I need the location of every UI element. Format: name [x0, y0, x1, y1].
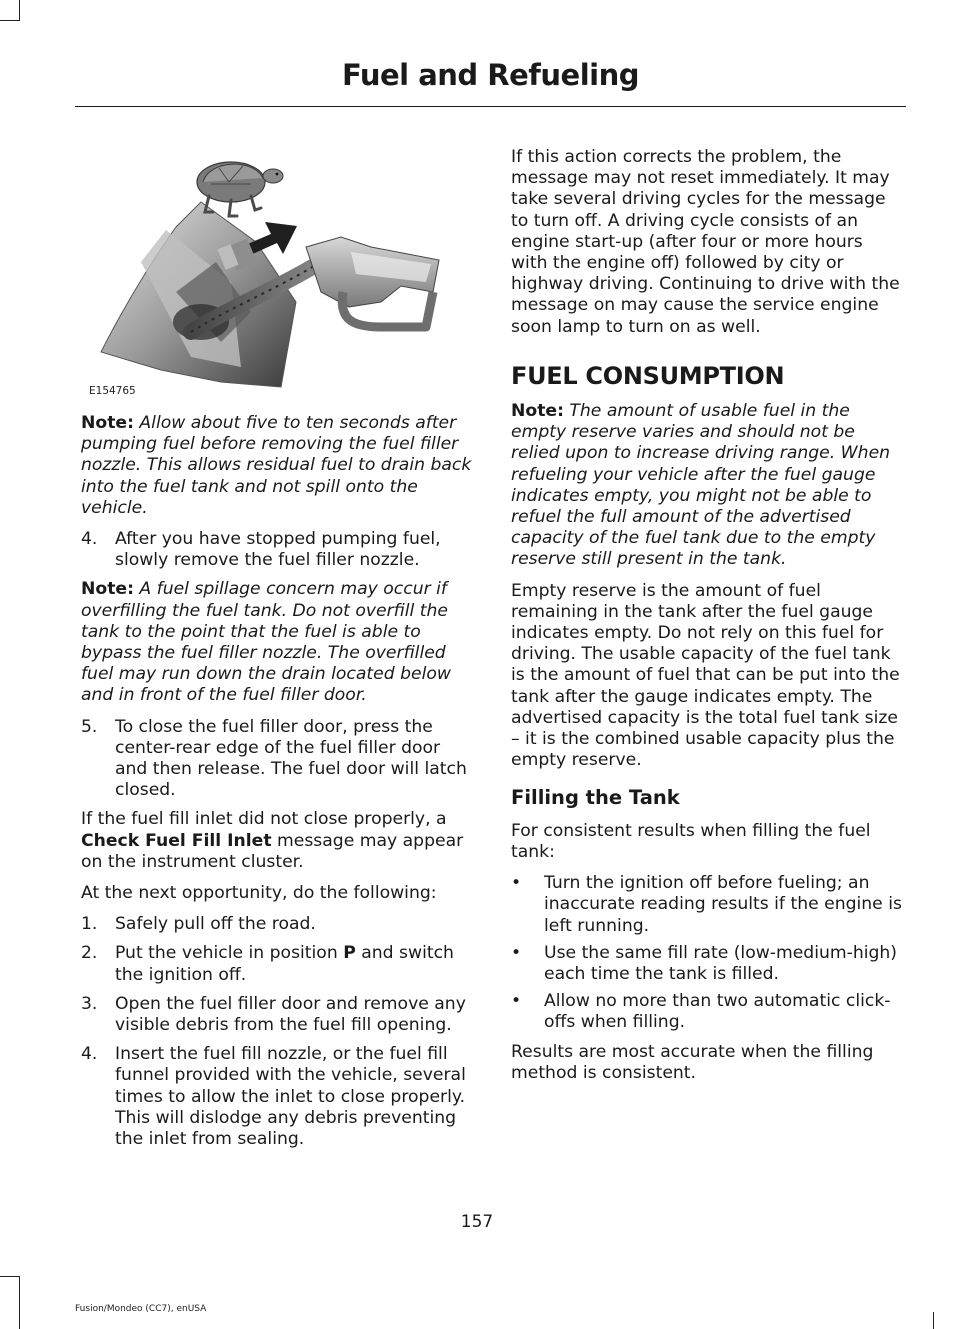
crop-mark [19, 0, 20, 20]
note-text: The amount of usable fuel in the empty reserve varies and should not be relied upon to increase driving range. When refueling your vehicle after the fuel gauge indicates empty, you might not be able to refuel the full amount of the advertised capacity of the fuel tank due to the empty reserve still present in the tank. [511, 401, 891, 570]
list-item [81, 1044, 473, 1150]
list-item [81, 943, 473, 985]
list-number: 1. [81, 914, 98, 935]
gear-position: P [343, 943, 356, 964]
body-paragraph [81, 809, 473, 873]
bullet-item [511, 991, 903, 1033]
crop-mark [0, 1276, 20, 1277]
page-number: 157 [460, 1212, 494, 1232]
list-number: 5. [81, 716, 98, 737]
text-run: Put the vehicle in position [115, 943, 344, 964]
list-text: After you have stopped pumping fuel, slowly remove the fuel filler nozzle. [115, 529, 441, 571]
subsection-heading: Filling the Tank [511, 786, 680, 810]
list-item [81, 994, 473, 1036]
list-text: Open the fuel filler door and remove any visible debris from the fuel fill opening. [115, 993, 466, 1036]
crop-mark [19, 1276, 20, 1329]
note-text: A fuel spillage concern may occur if overfilling the fuel tank. Do not overfill the tank to the point that the fuel is able to bypass the fuel filler nozzle. The overfilled fuel may run down the drain located below and in front of the fuel filler door. [81, 579, 451, 706]
body-paragraph: Results are most accurate when the filling method is consistent. [511, 1041, 874, 1083]
crop-mark [933, 1312, 934, 1329]
bullet-text: Turn the ignition off before fueling; an inaccurate reading results if the engine is left running. [544, 873, 902, 936]
left-column [81, 413, 473, 1158]
bullet-item [511, 943, 903, 985]
figure-id: E154765 [89, 385, 136, 397]
list-item [81, 914, 473, 935]
note-label: Note: [81, 413, 134, 433]
footer-text: Fusion/Mondeo (CC7), enUSA [75, 1304, 207, 1314]
bullet-marker: • [511, 991, 522, 1012]
body-paragraph: For consistent results when filling the fuel tank: [511, 820, 871, 862]
list-number: 2. [81, 943, 98, 964]
body-paragraph: At the next opportunity, do the following: [81, 883, 437, 904]
page-title: Fuel and Refueling [341, 58, 639, 92]
note-paragraph [81, 413, 473, 519]
list-item [81, 529, 473, 571]
body-paragraph: Empty reserve is the amount of fuel remaining in the tank after the fuel gauge indicates empty. Do not rely on this fuel for driving. The usable capacity of the fuel tank is the amount of fuel that can be put into the tank after the gauge indicates empty. The advertised capacity is the total fuel tank size – it is the combined usable capacity plus the empty reserve. [511, 580, 900, 771]
body-paragraph: If this action corrects the problem, the message may not reset immediately. It may take several driving cycles for the message to turn off. A driving cycle consists of an engine start-up (after four or more hours with the engine off) followed by city or highway driving. Continuing to drive with the message on may cause the service engine soon lamp to turn on as well. [511, 147, 900, 337]
list-number: 4. [81, 1044, 98, 1065]
note-label: Note: [511, 401, 564, 422]
list-number: 4. [81, 529, 98, 550]
crop-mark [0, 20, 20, 21]
note-paragraph [81, 579, 473, 706]
list-text: Insert the fuel fill nozzle, or the fuel fill funnel provided with the vehicle, several times to allow the inlet to close properly. This will dislodge any debris preventing the inlet from sealing. [115, 1044, 466, 1150]
bullet-marker: • [511, 942, 522, 963]
bullet-marker: • [511, 873, 522, 894]
note-text: Allow about five to ten seconds after pumping fuel before removing the fuel filler nozzle. This allows residual fuel to drain back into the fuel tank and not spill onto the vehicle. [81, 413, 472, 518]
text-run: and switch the ignition off. [115, 943, 454, 985]
bullet-item [511, 873, 903, 937]
list-item [81, 717, 473, 802]
title-rule [75, 106, 906, 107]
text-run: message may appear on the instrument cluster. [81, 830, 464, 872]
right-column [511, 147, 903, 1094]
note-label: Note: [81, 579, 134, 600]
list-number: 3. [81, 993, 98, 1014]
text-run: If the fuel fill inlet did not close properly, a [81, 809, 447, 830]
bullet-text: Use the same fill rate (low-medium-high) each time the tank is filled. [544, 942, 897, 984]
section-heading: FUEL CONSUMPTION [511, 361, 785, 390]
note-paragraph [511, 401, 903, 571]
list-text: Safely pull off the road. [115, 914, 316, 935]
bullet-text: Allow no more than two automatic click-offs when filling. [544, 991, 891, 1033]
illustration-svg [81, 142, 473, 404]
fuel-nozzle-turtle-illustration [81, 142, 473, 404]
message-name: Check Fuel Fill Inlet [81, 830, 272, 851]
list-text: To close the fuel filler door, press the center-rear edge of the fuel filler door and then release. The fuel door will latch closed. [115, 716, 467, 801]
